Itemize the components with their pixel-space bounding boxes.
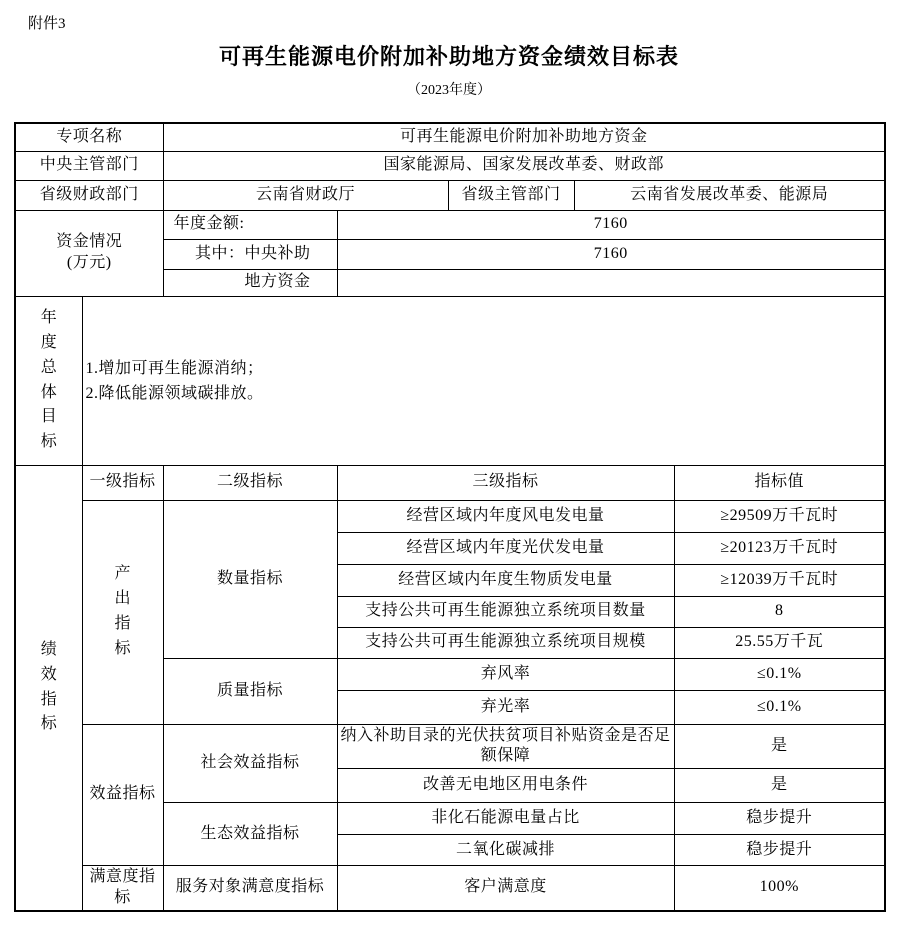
annual-goal-label bbox=[15, 296, 82, 465]
group-output-label bbox=[82, 500, 163, 724]
indicator-value-cell: 稳步提升 bbox=[674, 803, 885, 835]
indicator-value-cell: ≤0.1% bbox=[674, 690, 885, 724]
provincial-finance-label: 省级财政部门 bbox=[15, 180, 163, 210]
header-level1: 一级指标 bbox=[82, 465, 163, 500]
perf-section-label-text: 绩效指标 bbox=[40, 641, 57, 733]
indicator-name-cell: 经营区域内年度风电发电量 bbox=[337, 500, 674, 532]
project-name-label: 专项名称 bbox=[15, 123, 163, 151]
indicator-value-cell: ≤0.1% bbox=[674, 658, 885, 690]
funding-label bbox=[15, 210, 163, 296]
provincial-finance-value: 云南省财政厅 bbox=[163, 180, 448, 210]
group-eco-label: 生态效益指标 bbox=[163, 803, 337, 866]
indicator-value-cell: 是 bbox=[674, 769, 885, 803]
indicator-name-cell: 纳入补助目录的光伏扶贫项目补贴资金是否足额保障 bbox=[337, 724, 674, 769]
project-name-value: 可再生能源电价附加补助地方资金 bbox=[163, 123, 885, 151]
indicator-name-cell: 改善无电地区用电条件 bbox=[337, 769, 674, 803]
indicator-value-cell: ≥20123万千瓦时 bbox=[674, 532, 885, 564]
table-row bbox=[15, 866, 885, 911]
indicator-value-cell: ≥12039万千瓦时 bbox=[674, 564, 885, 596]
header-level3: 三级指标 bbox=[337, 465, 674, 500]
table-row bbox=[15, 210, 885, 239]
indicator-value-cell: 是 bbox=[674, 724, 885, 769]
indicator-name-cell: 弃风率 bbox=[337, 658, 674, 690]
indicator-value-cell: 25.55万千瓦 bbox=[674, 627, 885, 658]
perf-section-label bbox=[15, 465, 82, 911]
group-quality-label: 质量指标 bbox=[163, 658, 337, 724]
group-social-label: 社会效益指标 bbox=[163, 724, 337, 803]
indicator-value-cell: ≥29509万千瓦时 bbox=[674, 500, 885, 532]
header-level2: 二级指标 bbox=[163, 465, 337, 500]
funding-local-value bbox=[337, 269, 885, 296]
funding-label-line2: (万元) bbox=[66, 254, 112, 271]
annual-goal-label-text: 年度总体目标 bbox=[40, 309, 57, 451]
indicator-name-cell: 经营区域内年度生物质发电量 bbox=[337, 564, 674, 596]
header-value: 指标值 bbox=[674, 465, 885, 500]
table-row bbox=[15, 180, 885, 210]
goal-line: 1.增加可再生能源消纳； bbox=[85, 359, 264, 377]
indicator-name-cell: 支持公共可再生能源独立系统项目数量 bbox=[337, 596, 674, 627]
indicator-name-cell: 非化石能源电量占比 bbox=[337, 803, 674, 835]
indicator-name-cell: 经营区域内年度光伏发电量 bbox=[337, 532, 674, 564]
indicator-name-cell: 弃光率 bbox=[337, 690, 674, 724]
indicator-name-cell: 二氧化碳减排 bbox=[337, 835, 674, 866]
attachment-label: 附件3 bbox=[28, 16, 66, 32]
provincial-dept-label: 省级主管部门 bbox=[448, 180, 574, 210]
table-row bbox=[15, 500, 885, 532]
funding-annual-value: 7160 bbox=[337, 210, 885, 239]
funding-annual-label: 年度金额: bbox=[163, 210, 337, 239]
table-row bbox=[15, 296, 885, 465]
group-output-label-text: 产出指标 bbox=[114, 565, 131, 657]
funding-local-label: 地方资金 bbox=[163, 269, 337, 296]
goal-line: 2.降低能源领域碳排放。 bbox=[85, 384, 264, 402]
indicator-value-cell: 8 bbox=[674, 596, 885, 627]
group-benefit-label: 效益指标 bbox=[82, 724, 163, 866]
page-title: 可再生能源电价附加补助地方资金绩效目标表 bbox=[218, 44, 679, 69]
central-dept-label: 中央主管部门 bbox=[15, 151, 163, 180]
indicator-name-cell: 支持公共可再生能源独立系统项目规模 bbox=[337, 627, 674, 658]
satisfaction-l1-label: 满意度指标 bbox=[82, 866, 163, 911]
provincial-dept-value: 云南省发展改革委、能源局 bbox=[574, 180, 885, 210]
funding-label-line1: 资金情况 bbox=[56, 233, 123, 251]
satisfaction-l2-label: 服务对象满意度指标 bbox=[163, 866, 337, 911]
table-row bbox=[15, 465, 885, 500]
table-row bbox=[15, 123, 885, 151]
funding-central-value: 7160 bbox=[337, 239, 885, 269]
performance-target-table bbox=[14, 122, 886, 912]
page-subtitle: （2023年度） bbox=[407, 83, 491, 98]
indicator-value-cell: 稳步提升 bbox=[674, 835, 885, 866]
funding-central-label: 其中：中央补助 bbox=[163, 239, 337, 269]
table-row bbox=[15, 151, 885, 180]
group-quantity-label: 数量指标 bbox=[163, 500, 337, 658]
indicator-value-cell: 100% bbox=[674, 866, 885, 911]
table-row bbox=[15, 724, 885, 769]
indicator-name-cell: 客户满意度 bbox=[337, 866, 674, 911]
central-dept-value: 国家能源局、国家发展改革委、财政部 bbox=[163, 151, 885, 180]
annual-goal-content bbox=[82, 296, 885, 465]
